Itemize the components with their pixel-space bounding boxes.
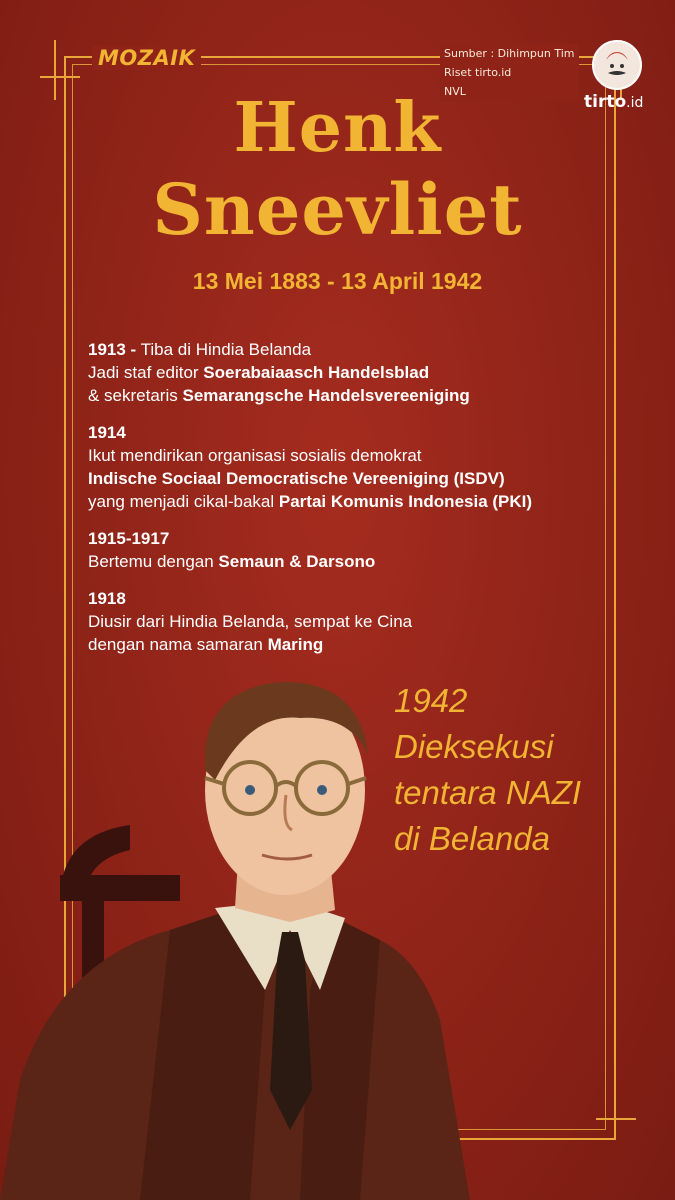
logo-text: tirto.id (584, 92, 644, 112)
highlight-line: Dieksekusi (394, 728, 554, 765)
timeline-entry-1918 (88, 587, 588, 656)
frame-ornament (40, 76, 80, 78)
timeline-entry-1913 (88, 338, 588, 407)
entry-highlight: Indische Sociaal Democratische Vereeniging (ISDV) (88, 469, 505, 488)
timeline-entry-1915-1917 (88, 527, 588, 573)
brand-label: MOZAIK (92, 46, 201, 70)
entry-year: 1914 (88, 423, 126, 442)
source-line: NVL (444, 85, 466, 98)
entry-highlight: Soerabaiaasch Handelsblad (203, 363, 430, 382)
entry-text: Jadi staf editor (88, 363, 204, 382)
timeline-entry-1914 (88, 421, 588, 513)
entry-highlight: Semarangsche Handelsvereeniging (182, 386, 470, 405)
portrait-illustration (0, 660, 675, 1200)
entry-text: Bertemu dengan (88, 552, 219, 571)
logo-main: tirto (584, 92, 627, 112)
entry-highlight: Partai Komunis Indonesia (PKI) (278, 492, 533, 511)
life-dates: 13 Mei 1883 - 13 April 1942 (192, 268, 483, 294)
highlight-line: di Belanda (394, 820, 550, 857)
entry-year: 1915-1917 (88, 529, 170, 548)
title-first-name: Henk (233, 88, 442, 168)
highlight-line: tentara NAZI (394, 774, 582, 811)
entry-highlight: Maring (267, 635, 324, 654)
logo-suffix: id (630, 95, 644, 111)
entry-text: & sekretaris (88, 386, 183, 405)
entry-text: Tiba di Hindia Belanda (136, 340, 312, 359)
mascot-icon (592, 40, 642, 90)
timeline (88, 338, 588, 670)
source-line: Sumber : Dihimpun Tim (444, 47, 575, 60)
entry-year: 1918 (88, 589, 126, 608)
entry-year: 1913 - (88, 340, 137, 359)
entry-highlight: Semaun & Darsono (218, 552, 376, 571)
title-last-name: Sneevliet (152, 168, 523, 251)
entry-text: Diusir dari Hindia Belanda, sempat ke Cina (88, 612, 413, 631)
entry-text: yang menjadi cikal-bakal (88, 492, 279, 511)
entry-text: Ikut mendirikan organisasi sosialis demokrat (88, 446, 422, 465)
highlight-year: 1942 (394, 682, 468, 719)
entry-text: dengan nama samaran (88, 635, 268, 654)
source-line: Riset tirto.id (444, 66, 512, 79)
